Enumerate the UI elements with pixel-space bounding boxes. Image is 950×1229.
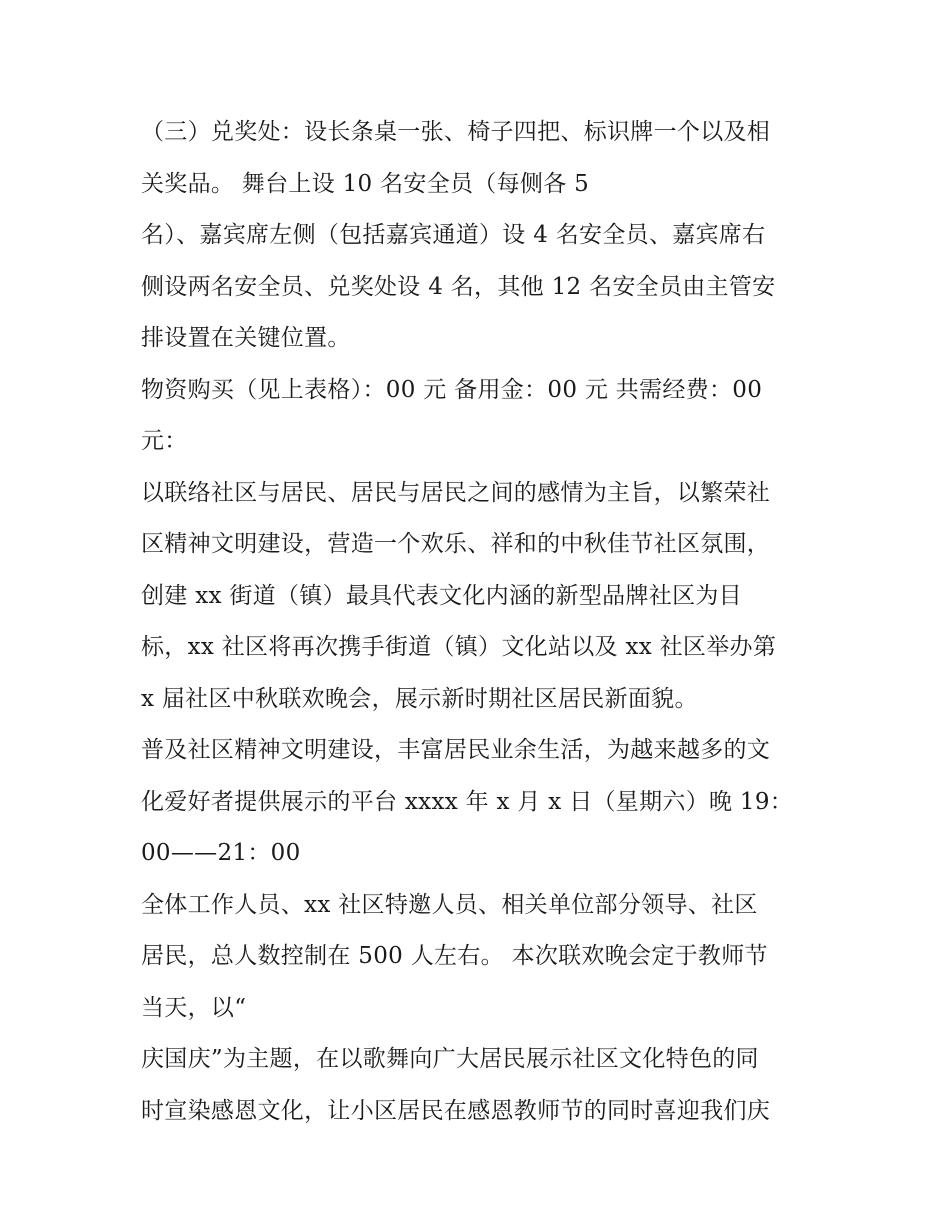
text-line: x 届社区中秋联欢晚会，展示新时期社区居民新面貌。 bbox=[141, 685, 698, 712]
text-line: 以联络社区与居民、居民与居民之间的感情为主旨，以繁荣社 bbox=[141, 479, 771, 506]
text-line: 侧设两名安全员、兑奖处设 4 名，其他 12 名安全员由主管安 bbox=[141, 273, 776, 300]
text-line: 关奖品。 舞台上设 10 名安全员（每侧各 5 bbox=[141, 170, 590, 197]
text-line: 区精神文明建设，营造一个欢乐、祥和的中秋佳节社区氛围， bbox=[141, 531, 771, 557]
text-line: 创建 xx 街道（镇）最具代表文化内涵的新型品牌社区为目 bbox=[141, 582, 742, 609]
text-line: 当天，以“ bbox=[141, 994, 247, 1021]
text-line: 化爱好者提供展示的平台 xxxx 年 x 月 x 日（星期六）晚 19： bbox=[141, 788, 794, 815]
document-body bbox=[141, 107, 821, 1137]
text-line: （三）兑奖处：设长条桌一张、椅子四把、标识牌一个以及相 bbox=[141, 119, 771, 145]
text-line: 排设置在关键位置。 bbox=[141, 325, 351, 351]
text-line: 庆国庆”为主题，在以歌舞向广大居民展示社区文化特色的同 bbox=[141, 1046, 759, 1072]
text-line: 标，xx 社区将再次携手街道（镇）文化站以及 xx 社区举办第 bbox=[141, 634, 777, 660]
text-line: 居民，总人数控制在 500 人左右。 本次联欢晚会定于教师节 bbox=[141, 943, 768, 969]
text-line: 物资购买（见上表格）：00 元 备用金：00 元 共需经费：00 bbox=[141, 376, 763, 403]
text-line: 名）、嘉宾席左侧（包括嘉宾通道）设 4 名安全员、嘉宾席右 bbox=[141, 222, 766, 248]
text-line: 00——21：00 bbox=[141, 840, 301, 866]
text-line: 普及社区精神文明建设，丰富居民业余生活，为越来越多的文 bbox=[141, 737, 771, 763]
text-line: 时宣染感恩文化，让小区居民在感恩教师节的同时喜迎我们庆 bbox=[141, 1097, 771, 1124]
text-line: 全体工作人员、xx 社区特邀人员、相关单位部分领导、社区 bbox=[141, 891, 758, 918]
text-line: 元： bbox=[141, 428, 188, 454]
